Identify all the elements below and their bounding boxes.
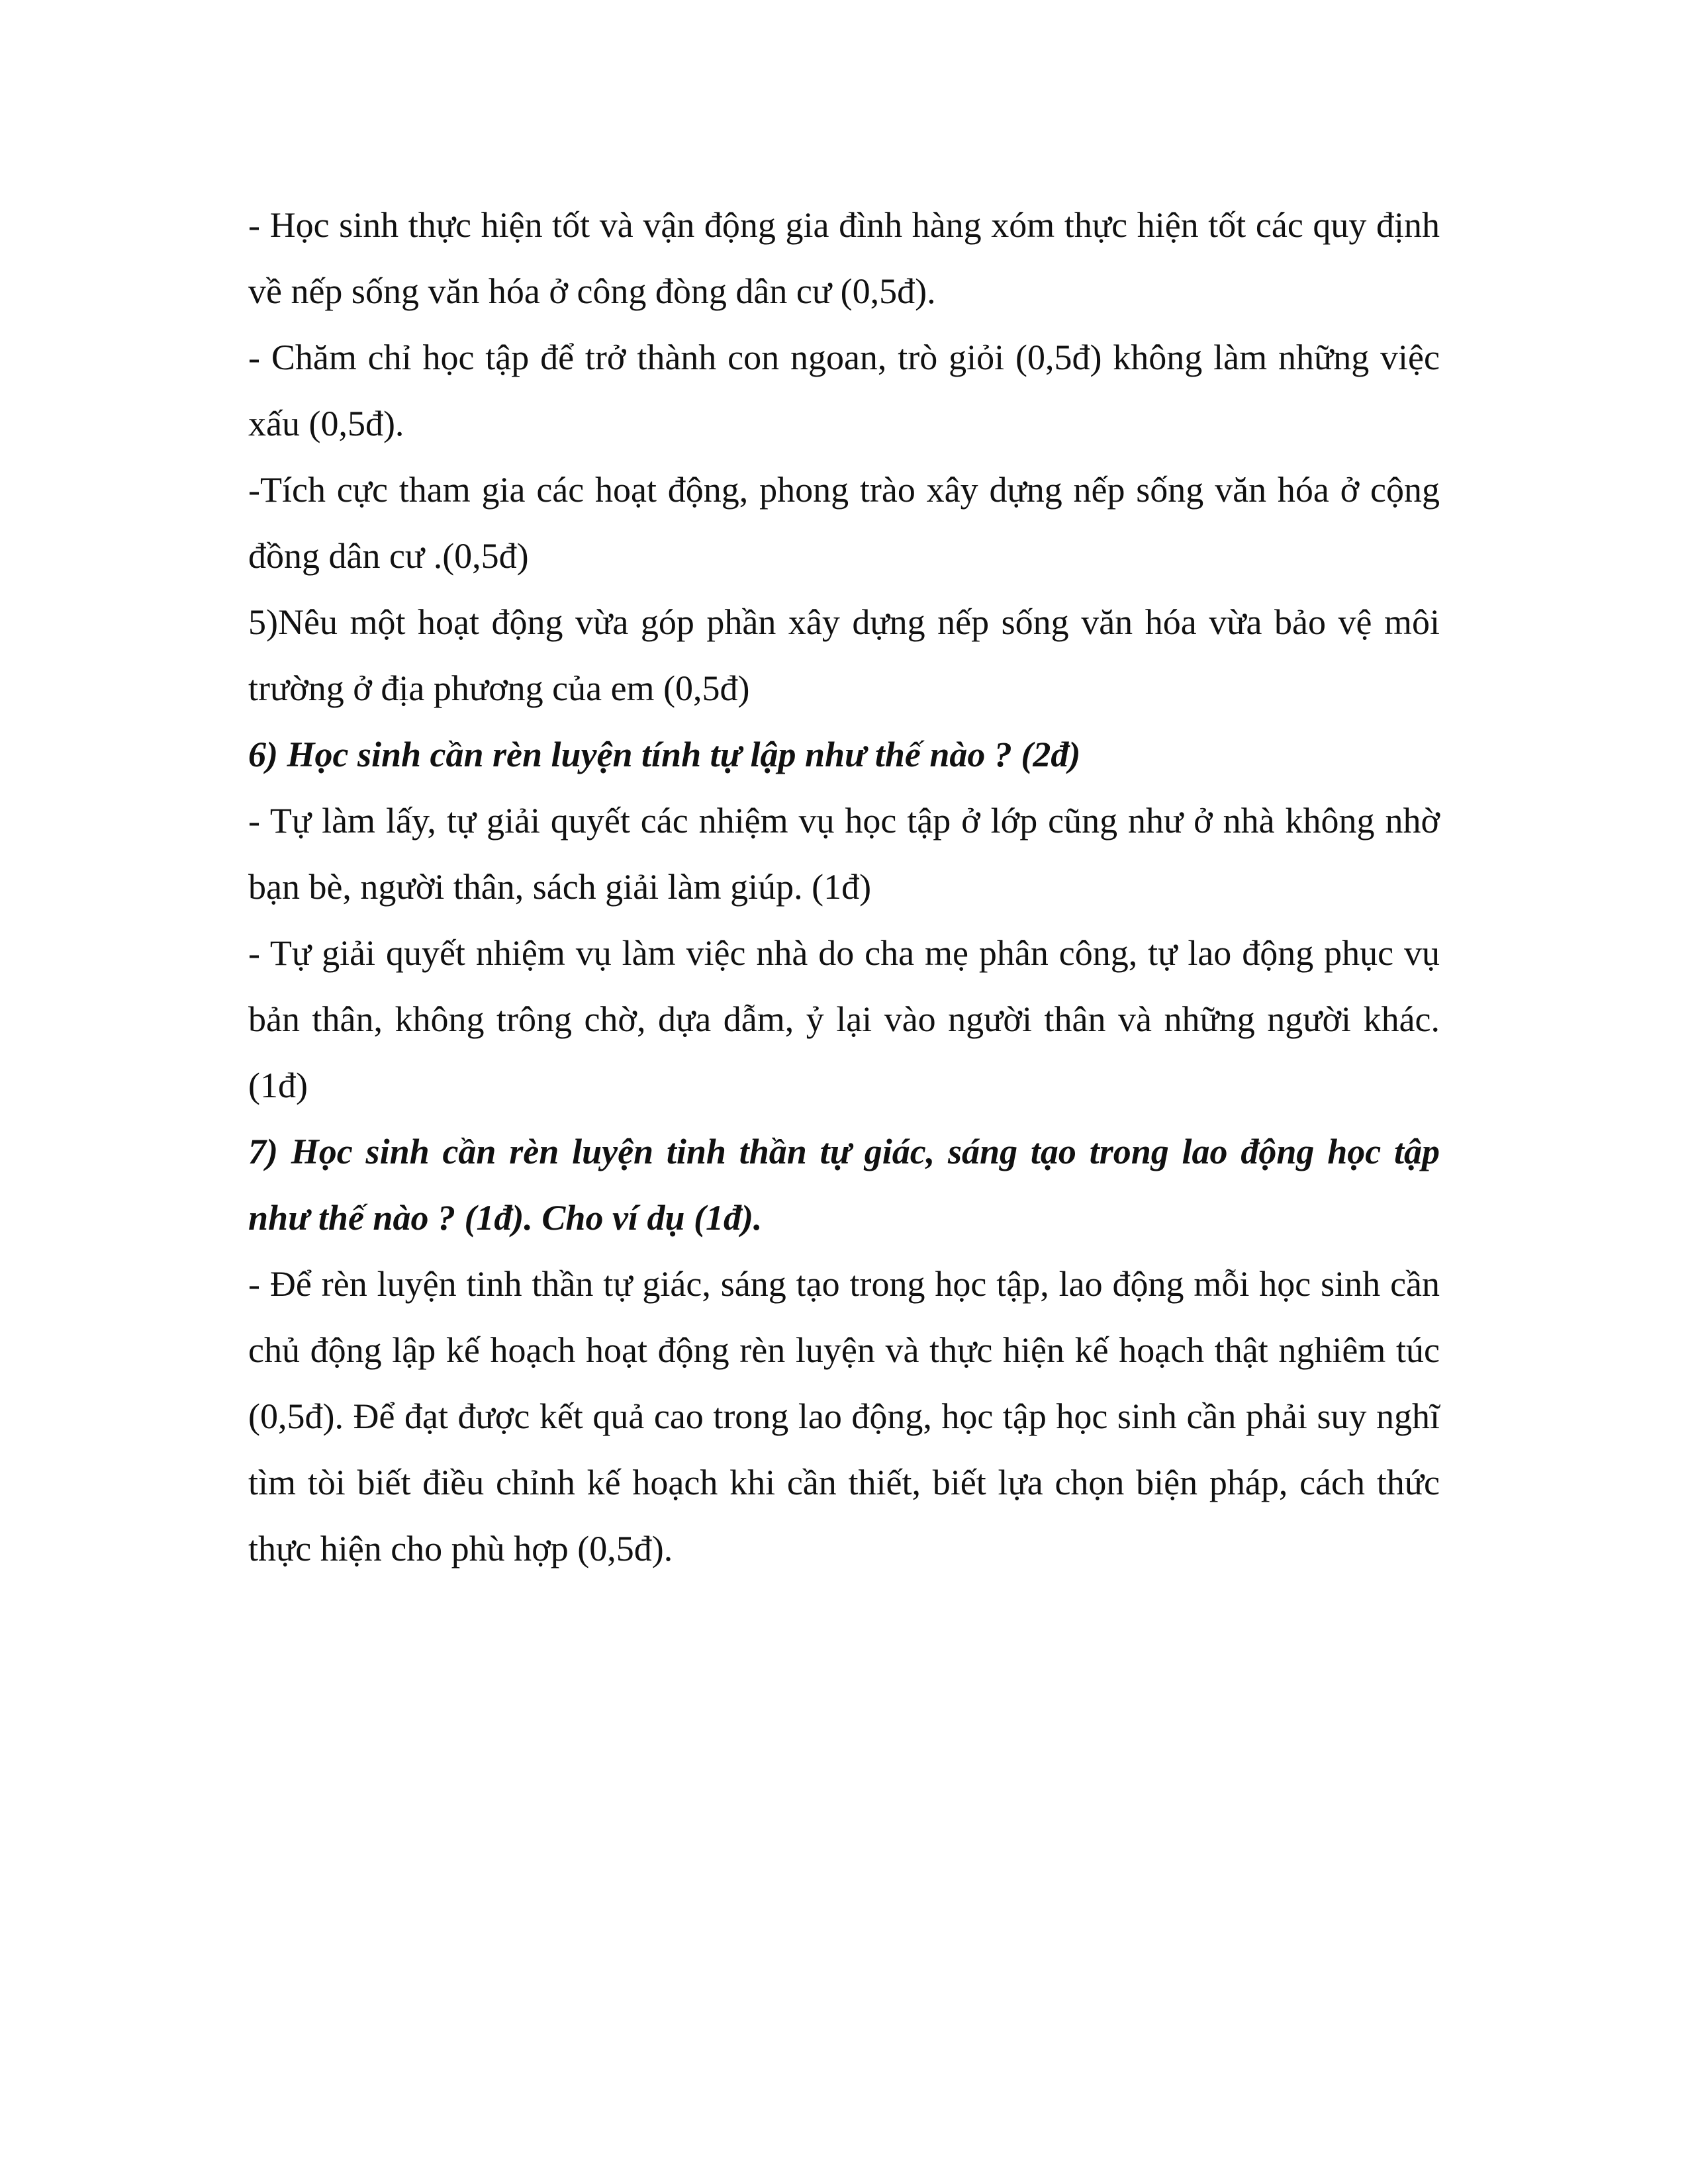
answer-6-point-1: - Tự làm lấy, tự giải quyết các nhiệm vụ học tập ở lớp cũng như ở nhà không nhờ bạn bè, người thân, sách giải làm giúp. (1đ) (248, 801, 1440, 907)
answer-6-point-2: - Tự giải quyết nhiệm vụ làm việc nhà do cha mẹ phân công, tự lao động phục vụ bản thân, không trông chờ, dựa dẫm, ỷ lại vào người thân và những người khác. (1đ) (248, 933, 1440, 1105)
question-5: 5)Nêu một hoạt động vừa góp phần xây dựng nếp sống văn hóa vừa bảo vệ môi trường ở địa phương của em (0,5đ) (248, 602, 1440, 708)
paragraph-1: - Học sinh thực hiện tốt và vận động gia đình hàng xóm thực hiện tốt các quy định về nếp sống văn hóa ở công đòng dân cư (0,5đ). (248, 205, 1440, 311)
paragraph-2: - Chăm chỉ học tập để trở thành con ngoan, trò giỏi (0,5đ) không làm những việc xấu (0,5đ). (248, 338, 1440, 443)
answer-7: - Để rèn luyện tinh thần tự giác, sáng tạo trong học tập, lao động mỗi học sinh cần chủ động lập kế hoạch hoạt động rèn luyện và thực hiện kế hoạch thật nghiêm túc (0,5đ). Để đạt được kết quả cao trong lao động, học tập học sinh cần phải suy nghĩ tìm tòi biết điều chỉnh kế hoạch khi cần thiết, biết lựa chọn biện pháp, cách thức thực hiện cho phù hợp (0,5đ). (248, 1264, 1440, 1569)
question-6-heading: 6) Học sinh cần rèn luyện tính tự lập như thế nào ? (2đ) (248, 735, 1081, 774)
paragraph-3: -Tích cực tham gia các hoạt động, phong trào xây dựng nếp sống văn hóa ở cộng đồng dân cư .(0,5đ) (248, 470, 1440, 576)
document-page (248, 192, 1440, 1582)
question-7-heading: 7) Học sinh cần rèn luyện tinh thần tự giác, sáng tạo trong lao động học tập như thế nào ? (1đ). Cho ví dụ (1đ). (248, 1132, 1440, 1238)
